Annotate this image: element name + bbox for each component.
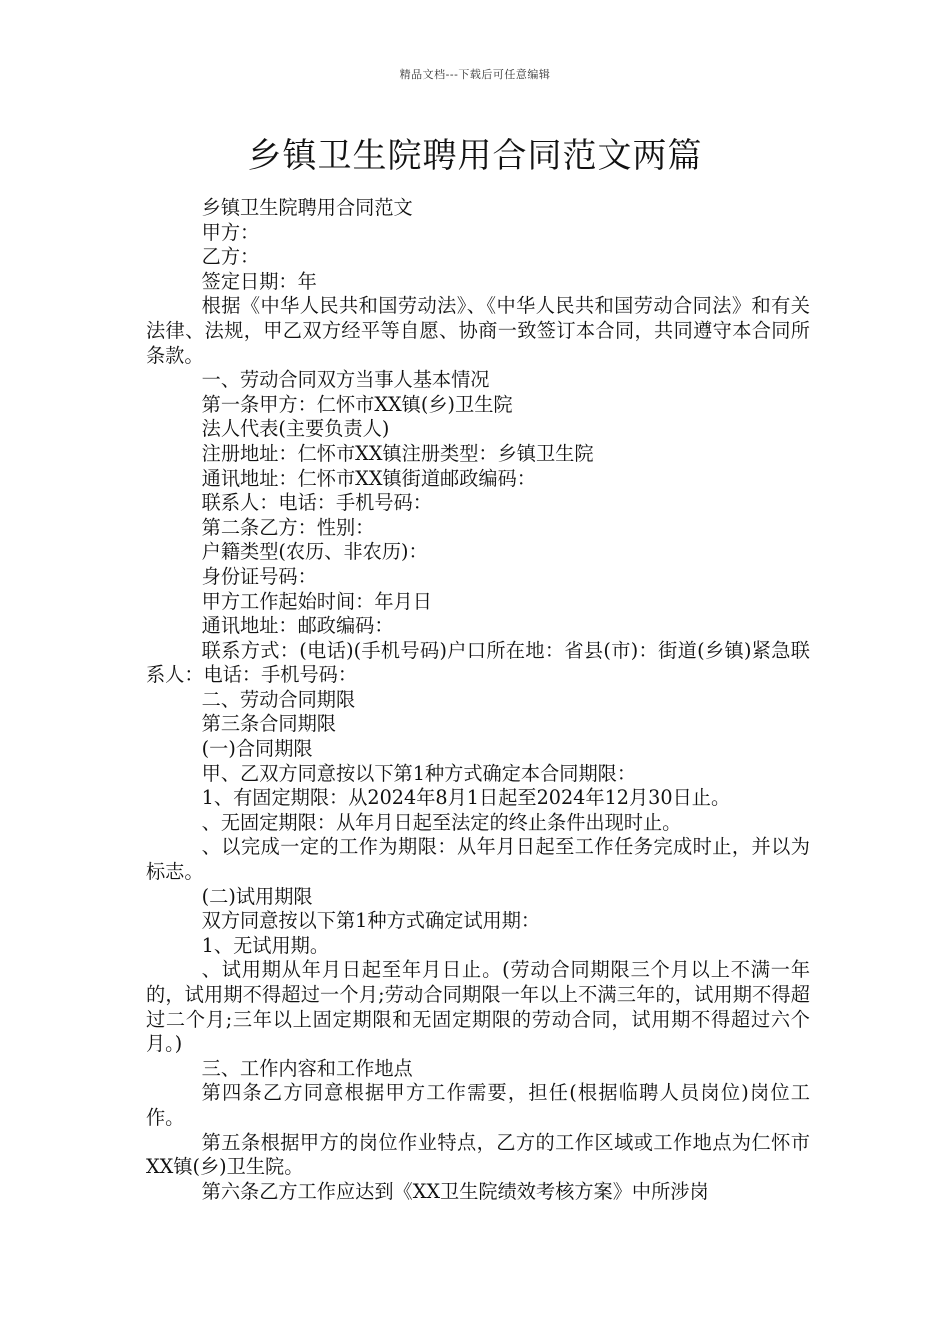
- paragraph-subtitle: 乡镇卫生院聘用合同范文: [201, 196, 413, 219]
- document-title: 乡镇卫生院聘用合同范文两篇: [247, 136, 703, 176]
- paragraph-b-contact: 联系方式：(电话)(手机号码)户口所在地：省县(市)：街道(乡镇)紧急联系人：电话：手机号码：: [146, 638, 810, 687]
- paragraph-term-heading: (一)合同期限: [201, 737, 313, 761]
- paragraph-article-1: 第一条甲方：仁怀市XX镇(乡)卫生院: [201, 392, 513, 416]
- paragraph-open-term: 、无固定期限：从年月日起至法定的终止条件出现时止。: [201, 810, 682, 834]
- paragraph-sign-date: 签定日期：年: [201, 269, 317, 293]
- paragraph-task-term: 、以完成一定的工作为期限：从年月日起至工作任务完成时止，并以为标志。: [146, 835, 810, 884]
- paragraph-no-probation: 1、无试用期。: [201, 933, 330, 957]
- paragraph-household-type: 户籍类型(农历、非农历)：: [201, 540, 428, 564]
- paragraph-party-b: 乙方：: [201, 245, 260, 269]
- section-heading-3: 三、工作内容和工作地点: [201, 1056, 413, 1080]
- paragraph-mailing-address: 通讯地址：仁怀市XX镇街道邮政编码：: [201, 466, 536, 490]
- paragraph-id-number: 身份证号码：: [201, 564, 317, 588]
- paragraph-term-method: 甲、乙双方同意按以下第1种方式确定本合同期限：: [201, 761, 637, 785]
- document-body: [146, 196, 810, 1204]
- paragraph-article-6: 第六条乙方工作应达到《XX卫生院绩效考核方案》中所涉岗: [201, 1179, 709, 1203]
- paragraph-article-2: 第二条乙方：性别：: [201, 515, 375, 539]
- paragraph-start-date: 甲方工作起始时间：年月日: [201, 589, 432, 613]
- section-heading-1: 一、劳动合同双方当事人基本情况: [201, 368, 490, 392]
- paragraph-probation-period: 、试用期从年月日起至年月日止。(劳动合同期限三个月以上不满一年的，试用期不得超过一个月;劳动合同期限一年以上不满三年的，试用期不得超过二个月;三年以上固定期限和无固定期限的劳动合同，试用期不得超过六个月。): [146, 958, 810, 1056]
- paragraph-probation-heading: (二)试用期限: [201, 884, 313, 908]
- paragraph-fixed-term: 1、有固定期限：从2024年8月1日起至2024年12月30日止。: [201, 786, 731, 810]
- paragraph-party-a: 甲方：: [201, 220, 260, 244]
- paragraph-contact: 联系人：电话：手机号码：: [201, 491, 432, 515]
- paragraph-preamble: 根据《中华人民共和国劳动法》、《中华人民共和国劳动合同法》和有关法律、法规，甲乙双方经平等自愿、协商一致签订本合同，共同遵守本合同所条款。: [146, 294, 810, 367]
- paragraph-legal-rep: 法人代表(主要负责人): [201, 417, 390, 441]
- paragraph-article-4: 第四条乙方同意根据甲方工作需要，担任(根据临聘人员岗位)岗位工作。: [146, 1081, 810, 1129]
- paragraph-article-5: 第五条根据甲方的岗位作业特点，乙方的工作区域或工作地点为仁怀市XX镇(乡)卫生院。: [146, 1130, 810, 1179]
- page-header-note: 精品文档---下载后可任意编辑: [399, 68, 551, 81]
- paragraph-probation-method: 双方同意按以下第1种方式确定试用期：: [201, 909, 541, 933]
- paragraph-article-3: 第三条合同期限: [201, 712, 336, 736]
- paragraph-b-mailing-address: 通讯地址：邮政编码：: [201, 614, 394, 638]
- section-heading-2: 二、劳动合同期限: [201, 687, 356, 711]
- paragraph-registered-address: 注册地址：仁怀市XX镇注册类型：乡镇卫生院: [201, 441, 594, 465]
